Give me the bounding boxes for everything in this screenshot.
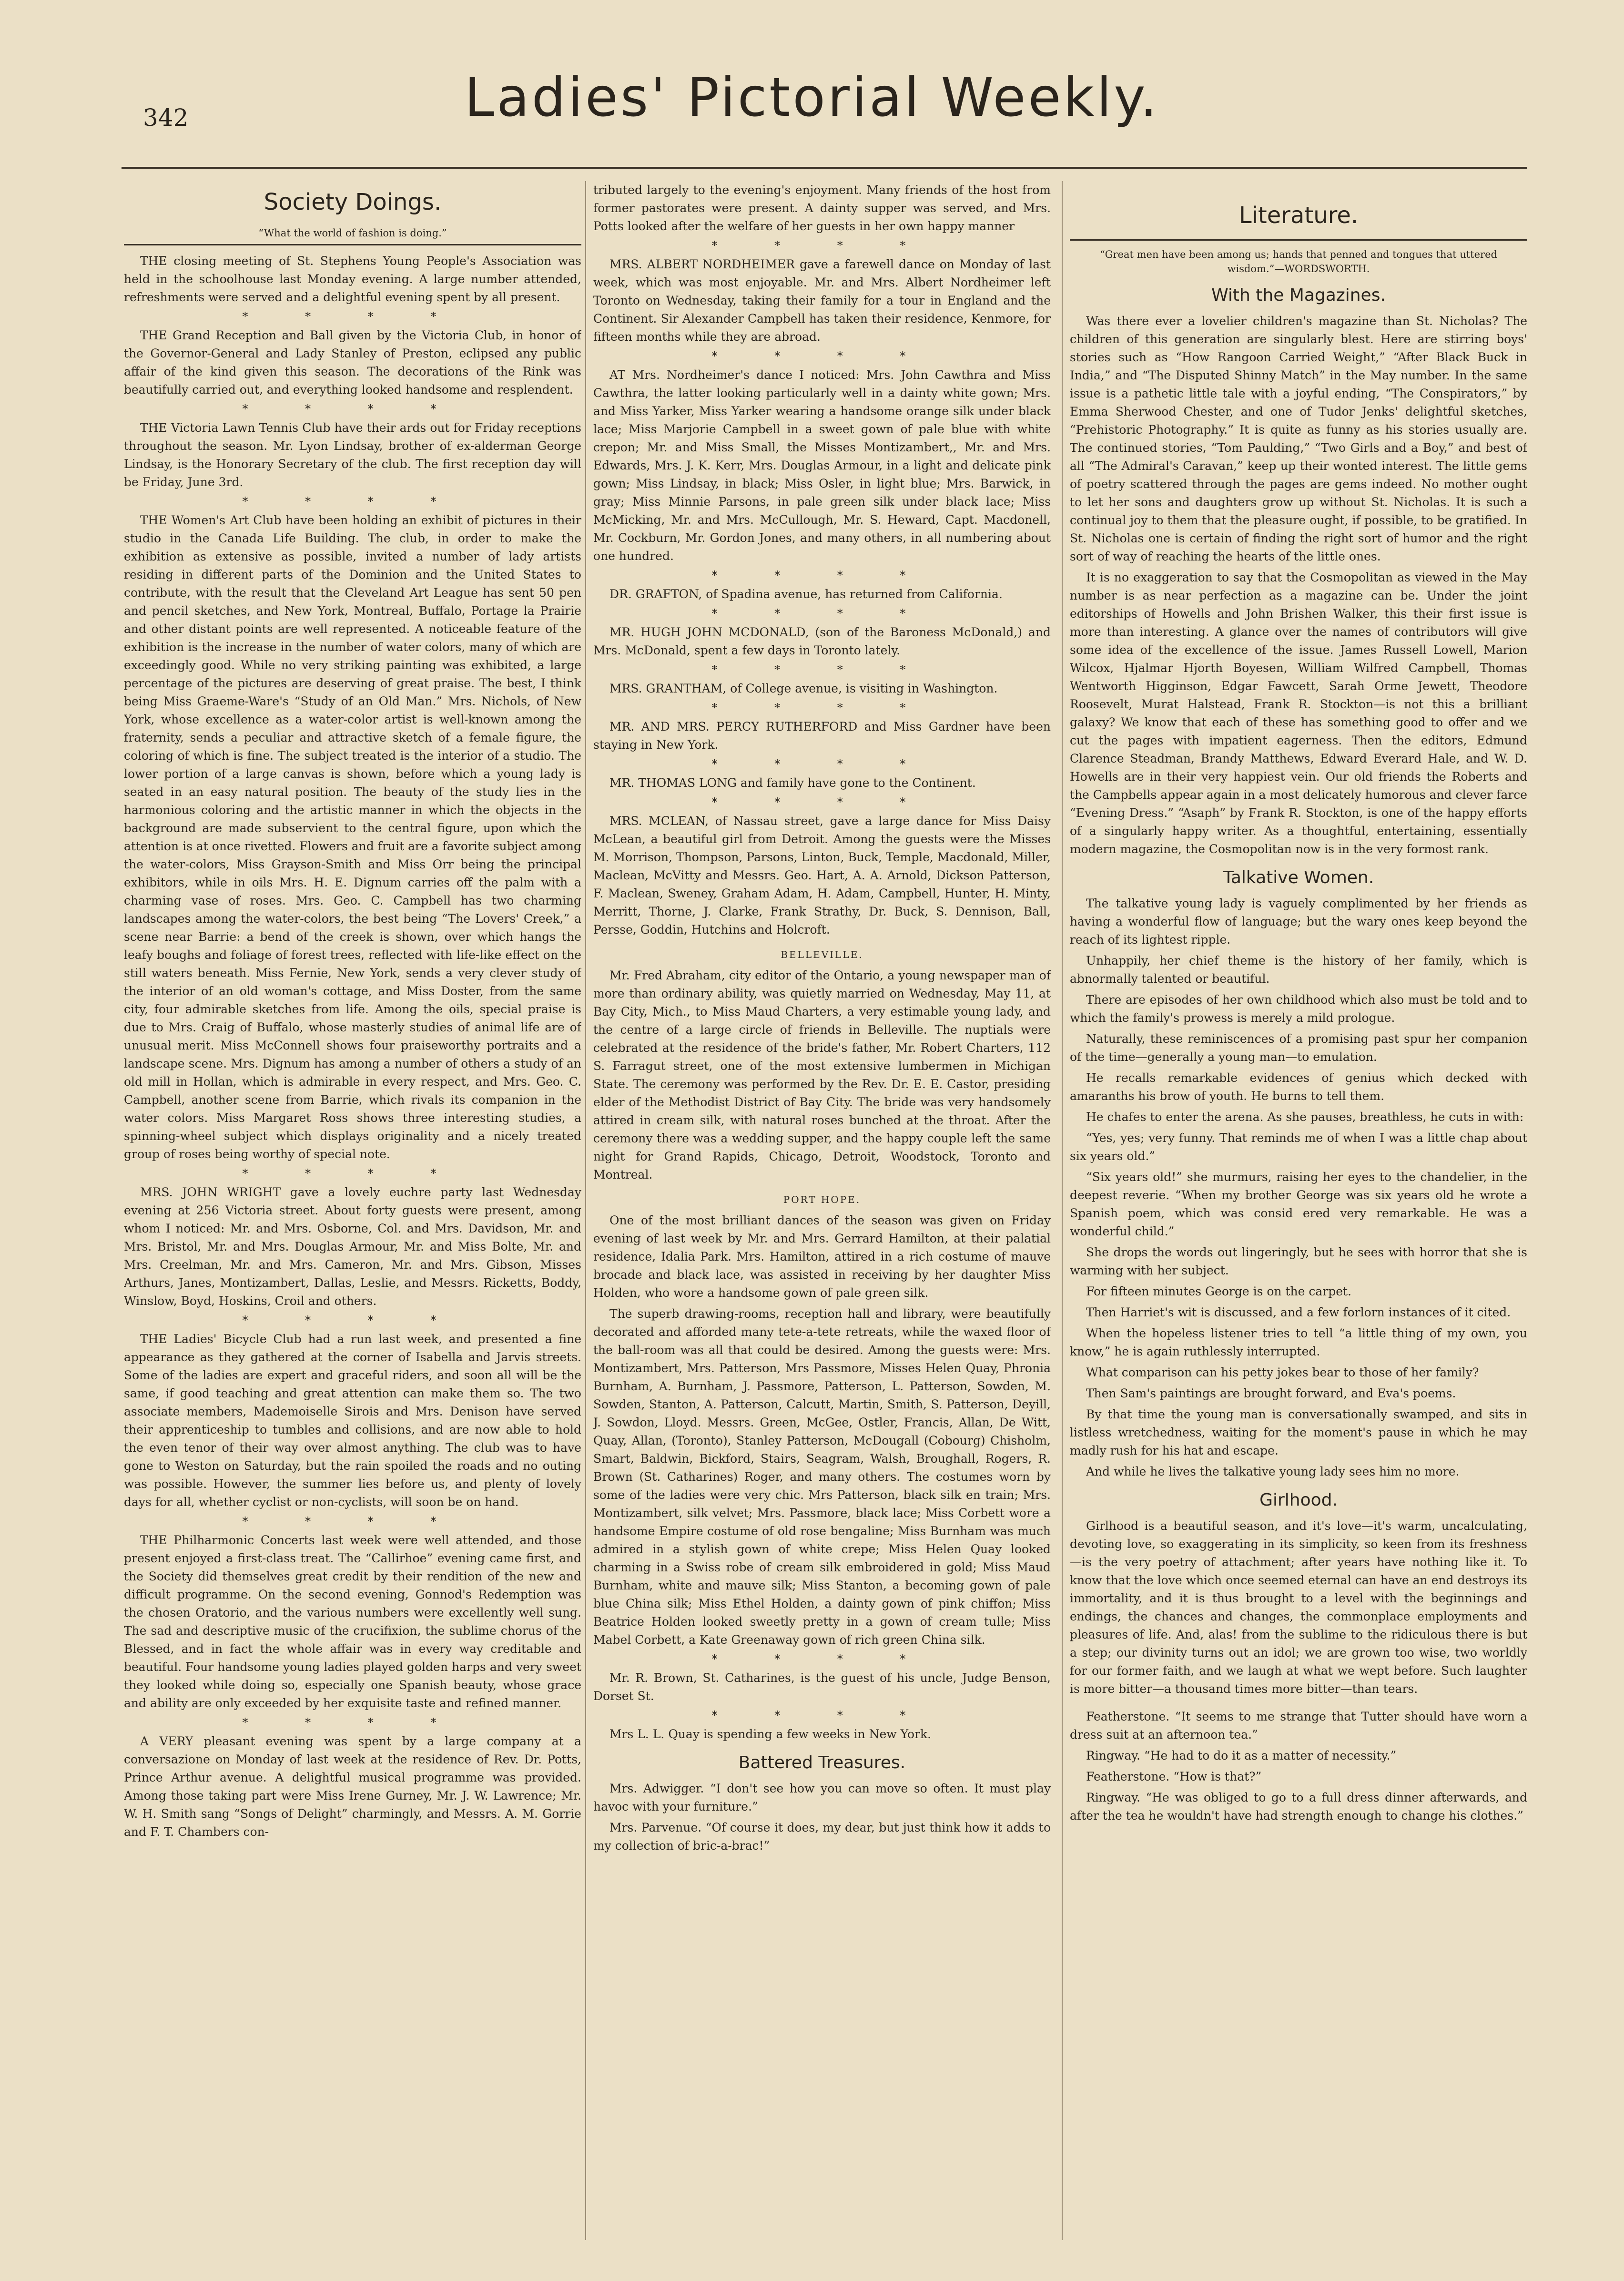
- article-paragraph: THE closing meeting of St. Stephens Young People's Association was held in the schoolhouse last Monday evening. A large number attended, refreshments were served and a delightful evening spent by all present.: [124, 254, 581, 304]
- belleville-heading: BELLEVILLE.: [781, 949, 863, 960]
- society-motto: “What the world of fashion is doing.”: [258, 227, 447, 239]
- article-paragraph: The superb drawing-rooms, reception hall and library, were beautifully decorated and afforded many tete-a-tete retreats, while the waxed floor of the ball-room was all that could be desired. Among the guests were: Mrs. Montizambert, Mrs. Patterson, Mrs Passmore, Misses Helen Quay, Phronia Burnham, A. Burnham, J. Passmore, Patterson, L. Patterson, Sowden, M. Sowden, Stanton, A. Patterson, Calcutt, Martin, Smith, S. Patterson, Deyill, J. Sowdon, Lloyd. Messrs. Green, McGee, Ostler, Francis, Allan, De Witt, Quay, Allan, (Toronto), Stanley Patterson, McDougall (Cobourg) Chisholm, Smart, Baldwin, Bickford, Stairs, Seagram, Walsh, Broughall, Rogers, R. Brown (St. Catharines) Roger, and many others. The costumes worn by some of the ladies were very chic. Mrs Patterson, black silk en train; Mrs. Montizambert, silk velvet; Mrs. Passmore, black lace; Miss Corbett wore a handsome Empire costume of old rose bengaline; Miss Burnham was much admired in a stylish gown of white crepe; Miss Helen Quay looked charming in a Swiss robe of cream silk embroidered in gold; Miss Maud Burnham, white and mauve silk; Miss Stanton, a becoming gown of pale blue China silk; Miss Ethel Holden, a dainty gown of pink chiffon; Miss Beatrice Holden looked sweetly pretty in a gown of cream tulle; Miss Mabel Corbett, a Kate Greenaway gown of rich green China silk.: [593, 1307, 1051, 1647]
- separator-stars: * * * *: [242, 402, 463, 416]
- dialogue-line: Featherstone. “How is that?”: [1086, 1770, 1262, 1783]
- article-paragraph: THE Grand Reception and Ball given by the Victoria Club, in honor of the Governor-General and Lady Stanley of Preston, eclipsed any public affair of the kind given this season. The decorations of the Rink was beautifully carried out, and everything looked handsome and resplendent.: [124, 328, 581, 397]
- article-paragraph: Unhappily, her chief theme is the history of her family, which is abnormally talented or beautiful.: [1070, 954, 1527, 986]
- separator-stars: * * * *: [711, 1652, 933, 1666]
- article-paragraph: Naturally, these reminiscences of a promising past spur her companion of the time—generally a young man—to emulation.: [1070, 1032, 1527, 1064]
- magazines-heading: With the Magazines.: [1211, 285, 1386, 305]
- article-paragraph: What comparison can his petty jokes bear to those of her family?: [1086, 1365, 1479, 1379]
- separator-stars: * * * *: [711, 349, 933, 363]
- article-paragraph: DR. GRAFTON, of Spadina avenue, has returned from California.: [609, 587, 1003, 601]
- column-divider: [585, 181, 586, 2240]
- page-number: 342: [143, 104, 189, 132]
- society-heading: Society Doings.: [264, 189, 442, 215]
- article-paragraph: Was there ever a lovelier children's magazine than St. Nicholas? The children of this generation are singularly blest. Here are stirring boys' stories such as “How Rangoon Carried Weight,” “After Black Buck in India,” and “The Disputed Shinny Match” in the May number. In the same issue is a pathetic little tale with a joyful ending, “The Conspirators,” by Emma Sherwood Chester, and one of Tudor Jenks' delightful sketches, “Prehistoric Photography.” It is quite as funny as his stories usually are. The continued stories, “Tom Paulding,” “Two Girls and a Boy,” and best of all “The Admiral's Caravan,” keep up their wonted interest. The little gems of poetry scattered through the pages are gems indeed. No mother ought to let her sons and daughters grow up without St. Nicholas. It is such a continual joy to them that the pleasure ought, if possible, to be gratified. In St. Nicholas one is certain of finding the right sort of humor and the right sort of way of reaching the hearts of the little ones.: [1070, 314, 1527, 563]
- dialogue-line: Ringway. “He was obliged to go to a full dress dinner afterwards, and after the tea he wouldn't have had strength enough to change his clothes.”: [1070, 1791, 1527, 1823]
- article-paragraph: Girlhood is a beautiful season, and it's love—it's warm, uncalculating, devoting love, so exaggerating in its simplicity, so keen from its freshness—is the very poetry of attachment; after years have nothing like it. To know that the love which once seemed eternal can have an end destroys its immortality, and it is thus brought to a level with the beginnings and endings, the chances and changes, the commonplace employments and pleasures of life. And, alas! from the sublime to the ridiculous there is but a step; our divinity turns out an idol; we are grown too wise, two worldly for our former faith, and we laugh at what we wept before. Such laughter is more bitter—a thousand times more bitter—than tears.: [1070, 1519, 1527, 1696]
- separator-stars: * * * *: [711, 663, 933, 676]
- article-paragraph: The talkative young lady is vaguely complimented by her friends as having a wonderful flow of language; but the wary ones keep beyond the reach of its lightest ripple.: [1070, 896, 1527, 947]
- article-paragraph: And while he lives the talkative young lady sees him no more.: [1086, 1465, 1460, 1478]
- article-paragraph: Mr. R. Brown, St. Catharines, is the guest of his uncle, Judge Benson, Dorset St.: [593, 1671, 1051, 1703]
- article-paragraph: MRS. MCLEAN, of Nassau street, gave a large dance for Miss Daisy McLean, a beautiful girl from Detroit. Among the guests were the Misses M. Morrison, Thompson, Parsons, Linton, Buck, Temple, Macdonald, Miller, Maclean, McVitty and Messrs. Geo. Hart, A. A. Arnold, Dickson Patterson, F. Maclean, Sweney, Graham Adam, H. Adam, Campbell, Hunter, H. Minty, Merritt, Thorne, J. Clarke, Frank Strathy, Dr. Buck, S. Dennison, Ball, Persse, Goddin, Hutchins and Holcroft.: [593, 814, 1051, 937]
- separator-stars: * * * *: [242, 495, 463, 508]
- separator-stars: * * * *: [242, 1167, 463, 1180]
- girlhood-heading: Girlhood.: [1259, 1490, 1338, 1510]
- article-paragraph: Then Sam's paintings are brought forward, and Eva's poems.: [1086, 1386, 1456, 1400]
- article-paragraph: He recalls remarkable evidences of genius which decked with amaranths his brow of youth. He burns to tell them.: [1070, 1071, 1527, 1103]
- masthead-rule: [122, 167, 1527, 169]
- article-paragraph: There are episodes of her own childhood which also must be told and to which the family's prowess is merely a mild prologue.: [1070, 993, 1527, 1025]
- separator-stars: * * * *: [711, 569, 933, 582]
- separator-stars: * * * *: [242, 310, 463, 323]
- section-rule: [1070, 239, 1527, 241]
- talkative-women-heading: Talkative Women.: [1223, 868, 1374, 887]
- separator-stars: * * * *: [711, 239, 933, 252]
- masthead: [0, 0, 1624, 172]
- article-paragraph: It is no exaggeration to say that the Cosmopolitan as viewed in the May number is as near perfection as a magazine can be. Under the joint editorships of Howells and John Brishen Walker, this their first issue is more than interesting. A glance over the names of contributors will give some idea of the excellence of the issue. James Russell Lowell, Marion Wilcox, Hjalmar Hjorth Boyesen, William Wilfred Campbell, Thomas Wentworth Higginson, Edgar Fawcett, Sarah Orme Jewett, Theodore Roosevelt, Murat Halstead, Frank R. Stockton—is not this a brilliant galaxy? We know that each of these has something good to offer and we cut the pages with impatient eagerness. Then the editors, Edmund Clarence Steadman, Brandy Matthews, Edward Everard Hale, and W. D. Howells are in their very happiest vein. Our old friends the Roberts and the Campbells appear again in a most delicately humorous and clever farce “Evening Dress.” “Asaph” by Frank R. Stockton, is one of the happy efforts of a singularly happy writer. As a thoughtful, entertaining, essentially modern magazine, the Cosmopolitan now is in the very formost rank.: [1070, 570, 1527, 856]
- article-paragraph: THE Victoria Lawn Tennis Club have their ards out for Friday receptions throughout the season. Mr. Lyon Lindsay, brother of ex-alderman George Lindsay, is the Honorary Secretary of the club. The first reception day will be Friday, June 3rd.: [124, 421, 581, 489]
- article-paragraph: MRS. ALBERT NORDHEIMER gave a farewell dance on Monday of last week, which was most enjoyable. Mr. and Mrs. Albert Nordheimer left Toronto on Wednesday, taking their family for a tour in England and the Continent. Sir Alexander Campbell has taken their residence, Kenmore, for fifteen months while they are abroad.: [593, 257, 1051, 344]
- separator-stars: * * * *: [711, 1709, 933, 1722]
- separator-stars: * * * *: [711, 701, 933, 714]
- separator-stars: * * * *: [242, 1515, 463, 1528]
- separator-stars: * * * *: [711, 757, 933, 771]
- article-paragraph: When the hopeless listener tries to tell “a little thing of my own, you know,” he is again ruthlessly interrupted.: [1070, 1326, 1527, 1358]
- separator-stars: * * * *: [242, 1314, 463, 1327]
- article-paragraph: Mrs L. L. Quay is spending a few weeks in New York.: [609, 1727, 932, 1741]
- article-paragraph: He chafes to enter the arena. As she pauses, breathless, he cuts in with:: [1086, 1110, 1524, 1124]
- article-paragraph: THE Women's Art Club have been holding an exhibit of pictures in their studio in the Canada Life Building. The club, in order to make the exhibition as extensive as possible, invited a number of lady artists residing in different parts of the Dominion and the United States to contribute, with the result that the Cleveland Art League has sent 50 pen and pencil sketches, and New York, Montreal, Buffalo, Portage la Prairie and other distant points are well represented. A noticeable feature of the exhibition is the increase in the number of water colors, many of which are exceedingly good. While no very striking painting was exhibited, a large percentage of the pictures are deserving of great praise. The best, I think being Miss Graeme-Ware's “Study of an Old Man.” Mrs. Nichols, of New York, whose excellence as a water-color artist is well-known among the fraternity, sends a peculiar and attractive sketch of a female figure, the coloring of which is fine. The subject treated is the interior of a studio. The lower portion of a large canvas is shown, before which a young lady is seated in an easy natural position. The beauty of the study lies in the harmonious coloring and the artistic manner in which the objects in the background are made subservient to the central figure, upon which the attention is at once rivetted. Flowers and fruit are a favorite subject among the water-colors, Miss Grayson-Smith and Miss Orr being the principal exhibitors, while in oils Mrs. H. E. Dignum carries off the palm with a charming vase of roses. Mrs. Geo. C. Campbell has two charming landscapes among the water-colors, the best being “The Lovers' Creek,” a scene near Barrie: a bend of the creek is shown, over which hangs the leafy boughs and foliage of forest trees, reflected with life-like effect on the still waters beneath. Miss Fernie, New York, sends a very clever study of the interior of an old woman's cottage, and Miss Doster, from the same city, four admirable sketches from life. Among the oils, special praise is due to Mrs. Craig of Buffalo, whose masterly studies of animal life are of unusual merit. Miss McConnell shows four praiseworthy portraits and a landscape scene. Mrs. Dignum has among a number of others a study of an old mill in Hollan, which is admirable in every respect, and Mrs. Geo. C. Campbell, another scene from Barrie, which rivals its companion in the water colors. Miss Margaret Ross shows three interesting studies, a spinning-wheel subject which displays originality and a nicely treated group of roses being worthy of special note.: [124, 513, 581, 1161]
- port-hope-heading: PORT HOPE.: [783, 1194, 861, 1205]
- literature-motto: “Great men have been among us; hands that penned and tongues that uttered wisdom.”—WORDSWORTH.: [1100, 249, 1497, 275]
- article-paragraph: MRS. GRANTHAM, of College avenue, is visiting in Washington.: [609, 682, 998, 695]
- column-literature: [1070, 181, 1527, 2250]
- dialogue-line: Ringway. “He had to do it as a matter of necessity.”: [1086, 1749, 1397, 1762]
- column-society: [124, 181, 581, 2250]
- article-paragraph: A VERY pleasant evening was spent by a large company at a conversazione on Monday of last week at the residence of Rev. Dr. Potts, Prince Arthur avenue. A delightful musical programme was provided. Among those taking part were Miss Irene Gurney, Mr. J. W. Lawrence; Mr. W. H. Smith sang “Songs of Delight” charmingly, and Messrs. A. M. Gorrie and F. T. Chambers con-: [124, 1734, 581, 1839]
- column-society-continued: [593, 181, 1051, 2250]
- article-paragraph: For fifteen minutes George is on the carpet.: [1086, 1284, 1351, 1298]
- article-paragraph: She drops the words out lingeringly, but he sees with horror that she is warming with her subject.: [1070, 1245, 1527, 1277]
- battered-treasures-heading: Battered Treasures.: [738, 1753, 906, 1772]
- article-paragraph: MR. THOMAS LONG and family have gone to the Continent.: [609, 776, 976, 790]
- article-paragraph: Then Harriet's wit is discussed, and a few forlorn instances of it cited.: [1086, 1305, 1511, 1319]
- article-paragraph: THE Philharmonic Concerts last week were well attended, and those present enjoyed a first-class treat. The “Callirhoe” evening came first, and the Society did themselves great credit by their rendition of the new and difficult programme. On the second evening, Gonnod's Redemption was the chosen Oratorio, and the various numbers were excellently well sung. The sad and descriptive music of the crucifixion, the sublime chorus of the Blessed, and in fact the whole affair was in every way creditable and beautiful. Four handsome young ladies played golden harps and very sweet they looked while doing so, especially one Spanish beauty, whose grace and ability are only exceeded by her exquisite taste and refined manner.: [124, 1533, 581, 1710]
- dialogue-line: Featherstone. “It seems to me strange that Tutter should have worn a dress suit at an afternoon tea.”: [1070, 1710, 1527, 1741]
- article-paragraph: “Six years old!” she murmurs, raising her eyes to the chandelier, in the deepest reverie. “When my brother George was six years old he wrote a Spanish poem, which was consid ered very remarkable. He was a wonderful child.”: [1070, 1170, 1527, 1238]
- separator-stars: * * * *: [711, 607, 933, 620]
- separator-stars: * * * *: [711, 795, 933, 809]
- publication-title: Ladies' Pictorial Weekly.: [464, 67, 1160, 129]
- article-paragraph: “Yes, yes; very funny. That reminds me of when I was a little chap about six years old.”: [1070, 1131, 1527, 1163]
- column-divider: [1062, 181, 1063, 2240]
- article-paragraph: MR. HUGH JOHN MCDONALD, (son of the Baroness McDonald,) and Mrs. McDonald, spent a few days in Toronto lately.: [593, 625, 1051, 657]
- article-paragraph: One of the most brilliant dances of the season was given on Friday evening of last week by Mr. and Mrs. Gerrard Hamilton, at their palatial residence, Idalia Park. Mrs. Hamilton, attired in a rich costume of mauve brocade and black lace, was assisted in receiving by her daughter Miss Holden, who wore a handsome gown of pale green silk.: [593, 1213, 1051, 1300]
- article-paragraph: By that time the young man is conversationally swamped, and sits in listless wretchedness, waiting for the moment's pause in which he may madly rush for his hat and escape.: [1070, 1407, 1527, 1457]
- article-paragraph: Mr. Fred Abraham, city editor of the Ontario, a young newspaper man of more than ordinary ability, was quietly married on Wednesday, May 11, at Bay City, Mich., to Miss Maud Charters, a very estimable young lady, and the centre of a large circle of friends in Belleville. The nuptials were celebrated at the residence of the bride's father, Mr. Robert Charters, 112 S. Farragut street, one of the most extensive lumbermen in Michigan State. The ceremony was performed by the Rev. Dr. E. E. Castor, presiding elder of the Methodist District of Bay City. The bride was very handsomely attired in cream silk, with natural roses bunched at the throat. After the ceremony there was a wedding supper, and the happy couple left the same night for Grand Rapids, Chicago, Detroit, Woodstock, Toronto and Montreal.: [593, 968, 1051, 1181]
- dialogue-line: Mrs. Parvenue. “Of course it does, my dear, but just think how it adds to my collection of bric-a-brac!”: [593, 1821, 1051, 1853]
- separator-stars: * * * *: [242, 1716, 463, 1729]
- dialogue-line: Mrs. Adwigger. “I don't see how you can move so often. It must play havoc with your furniture.”: [593, 1782, 1051, 1813]
- article-paragraph: tributed largely to the evening's enjoyment. Many friends of the host from former pastorates were present. A dainty supper was served, and Mrs. Potts looked after the welfare of her guests in her own happy manner: [593, 183, 1051, 233]
- literature-heading: Literature.: [1238, 202, 1359, 229]
- section-rule: [124, 244, 581, 245]
- article-paragraph: AT Mrs. Nordheimer's dance I noticed: Mrs. John Cawthra and Miss Cawthra, the latter looking particularly well in a dainty white gown; Mrs. and Miss Yarker, Miss Yarker wearing a handsome orange silk under black lace; Miss Marjorie Campbell in a sweet gown of pale blue with white crepon; Mr. and Miss Small, the Misses Montizambert,, Mr. and Mrs. Edwards, Mrs. J. K. Kerr, Mrs. Douglas Armour, in a light and delicate pink gown; Miss Lindsay, in black; Miss Osler, in light blue; Mrs. Barwick, in gray; Miss Minnie Parsons, in pale green silk under black lace; Miss McMicking, Mr. and Mrs. McCullough, Mr. S. Heward, Capt. Macdonell, Mr. Cockburn, Mr. Gordon Jones, and many others, in all numbering about one hundred.: [593, 368, 1051, 563]
- article-paragraph: MRS. JOHN WRIGHT gave a lovely euchre party last Wednesday evening at 256 Victoria street. About forty guests were present, among whom I noticed: Mr. and Mrs. Osborne, Col. and Mrs. Davidson, Mr. and Mrs. Bristol, Mr. and Mrs. Douglas Armour, Mr. and Miss Bolte, Mr. and Mrs. Creelman, Mr. and Mrs. Cameron, Mr. and Mrs. Gibson, Misses Arthurs, Janes, Montizambert, Dallas, Leslie, and Messrs. Ricketts, Boddy, Winslow, Boyd, Hoskins, Croil and others.: [124, 1185, 581, 1308]
- article-paragraph: MR. AND MRS. PERCY RUTHERFORD and Miss Gardner have been staying in New York.: [593, 720, 1051, 752]
- article-paragraph: THE Ladies' Bicycle Club had a run last week, and presented a fine appearance as they gathered at the corner of Isabella and Jarvis streets. Some of the ladies are expert and graceful riders, and soon all will be the same, if good teaching and great attention can make them so. The two associate members, Mademoiselle Sirois and Mrs. Denison have served their apprenticeship to tumbles and collisions, and are now able to hold the even tenor of their way over almost anything. The club was to have gone to Weston on Saturday, but the rain spoiled the roads and no outing was possible. However, the summer lies before us, and plenty of lovely days for all, whether cyclist or non-cyclists, will soon be on hand.: [124, 1332, 581, 1509]
